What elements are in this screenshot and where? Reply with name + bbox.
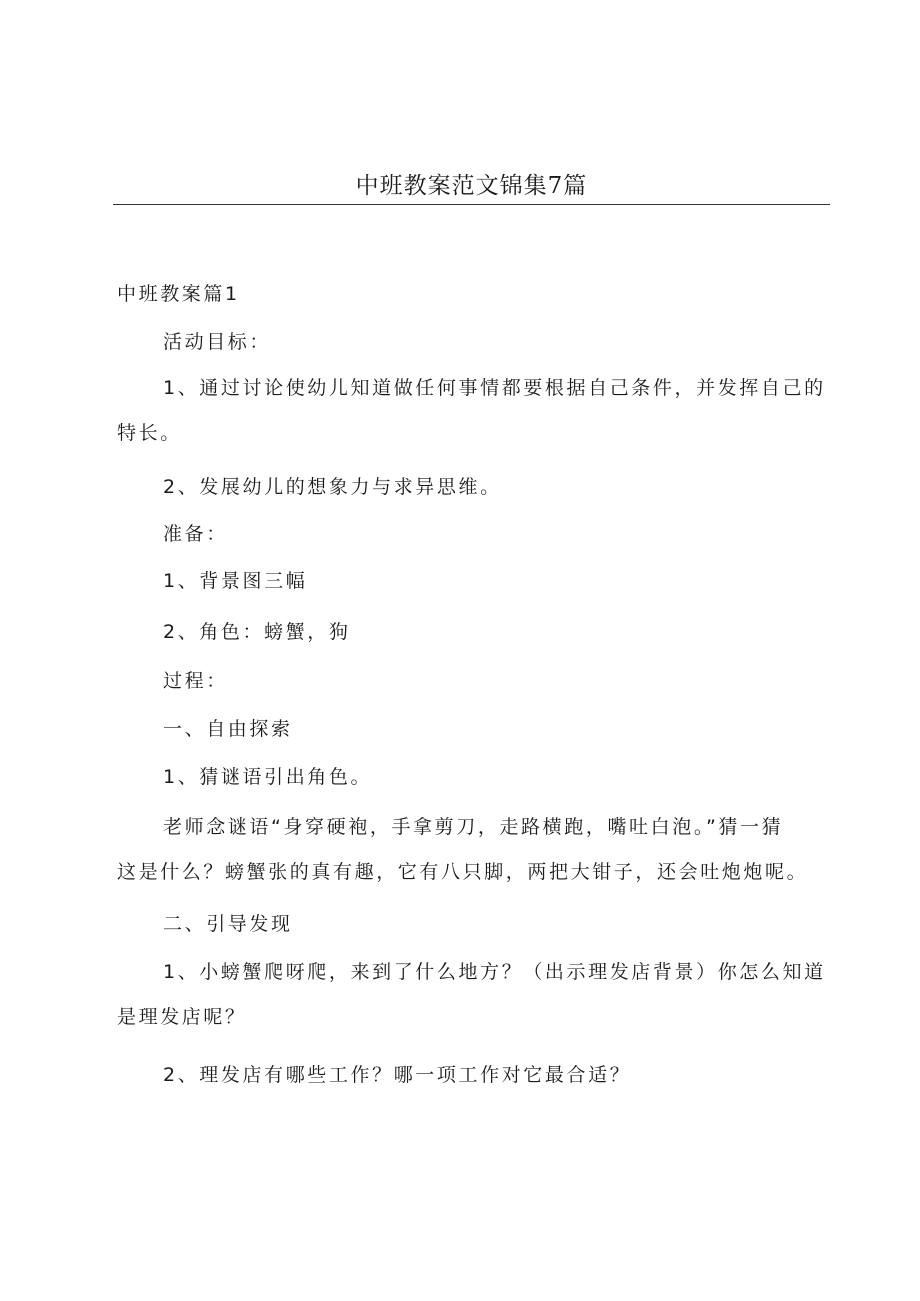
- document-title: 中班教案范文锦集7篇: [355, 173, 588, 199]
- riddle-paragraph: [117, 814, 829, 885]
- step-two-heading: 二、引导发现: [163, 913, 293, 935]
- step-one-heading: 一、自由探索: [163, 718, 293, 740]
- step-one-item-1: 1、猜谜语引出角色。: [163, 766, 373, 788]
- prep-heading: 准备：: [163, 523, 228, 545]
- section-heading: 中班教案篇1: [117, 283, 240, 305]
- riddle-line-2: 这是什么？螃蟹张的真有趣，它有八只脚，两把大钳子，还会吐炮炮呢。: [117, 861, 809, 883]
- step-two-item-1-paragraph: [117, 959, 829, 1030]
- process-heading: 过程：: [163, 670, 228, 692]
- step-two-item-1-line-1: 1、小螃蟹爬呀爬，来到了什么地方？（出示理发店背景）你怎么知道: [163, 961, 826, 983]
- goal-1-line-2: 特长。: [117, 422, 182, 444]
- prep-item-2: 2、角色：螃蟹，狗: [163, 621, 351, 643]
- step-two-item-2: 2、理发店有哪些工作？哪一项工作对它最合适？: [163, 1064, 632, 1086]
- riddle-line-1: 老师念谜语“身穿硬袍，手拿剪刀，走路横跑，嘴吐白泡。”猜一猜: [163, 816, 784, 838]
- title-underline: [113, 204, 830, 205]
- goal-2: 2、发展幼儿的想象力与求异思维。: [163, 476, 502, 498]
- goals-heading: 活动目标：: [163, 331, 272, 353]
- step-two-item-1-line-2: 是理发店呢？: [117, 1006, 247, 1028]
- goal-1-line-1: 1、通过讨论使幼儿知道做任何事情都要根据自己条件，并发挥自己的: [163, 377, 826, 399]
- prep-item-1: 1、背景图三幅: [163, 570, 308, 592]
- goal-1-paragraph: [117, 375, 829, 446]
